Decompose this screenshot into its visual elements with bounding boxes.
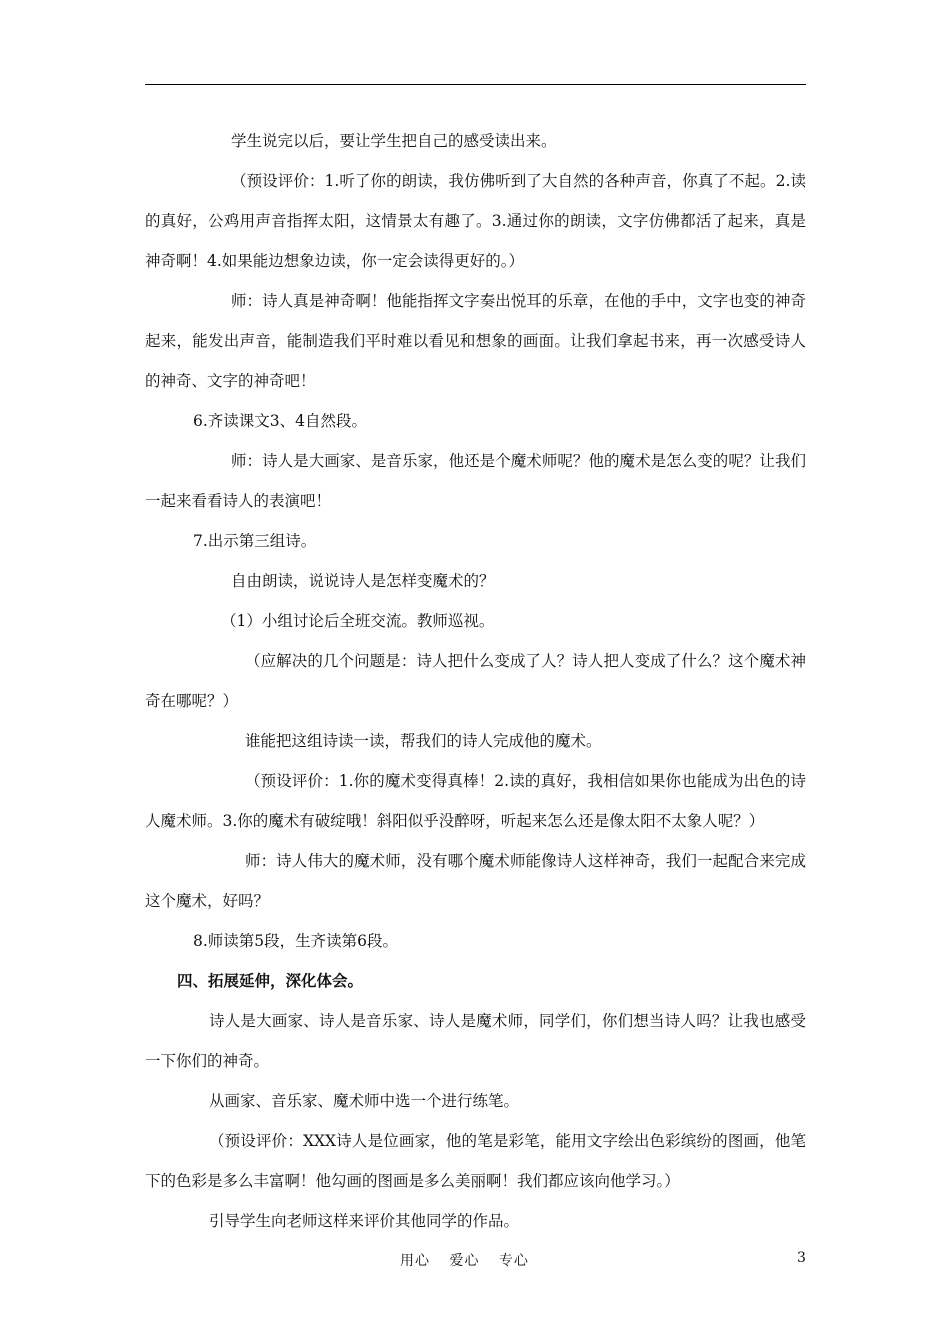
paragraph: （1）小组讨论后全班交流。教师巡视。 bbox=[221, 612, 495, 630]
paragraph: （预设评价：XXX诗人是位画家，他的笔是彩笔，能用文字绘出色彩缤纷的图画，他笔下的色彩是多么丰富啊！他勾画的图画是多么美丽啊！我们都应该向他学习。） bbox=[145, 1132, 806, 1190]
paragraph: 6.齐读课文3、4自然段。 bbox=[193, 412, 368, 430]
header-rule bbox=[145, 84, 806, 85]
paragraph: 诗人是大画家、诗人是音乐家、诗人是魔术师，同学们，你们想当诗人吗？让我也感受一下你们的神奇。 bbox=[145, 1012, 806, 1070]
paragraph: 自由朗读，说说诗人是怎样变魔术的？ bbox=[231, 572, 495, 590]
paragraph: （预设评价：1.听了你的朗读，我仿佛听到了大自然的各种声音，你真了不起。2.读的真好，公鸡用声音指挥太阳，这情景太有趣了。3.通过你的朗读，文字仿佛都活了起来，真是神奇啊！4.如果能边想象边读，你一定会读得更好的。） bbox=[145, 172, 806, 270]
paragraph: 8.师读第5段，生齐读第6段。 bbox=[193, 932, 399, 950]
paragraph: （应解决的几个问题是：诗人把什么变成了人？诗人把人变成了什么？这个魔术神奇在哪呢？） bbox=[145, 652, 806, 710]
footer-motto: 用心 爱心 专心 bbox=[400, 1253, 529, 1269]
paragraph: 学生说完以后，要让学生把自己的感受读出来。 bbox=[231, 132, 557, 150]
document-body bbox=[145, 121, 806, 1241]
page-footer bbox=[0, 1250, 950, 1270]
paragraph: 谁能把这组诗读一读，帮我们的诗人完成他的魔术。 bbox=[245, 732, 602, 750]
page-number: 3 bbox=[797, 1250, 806, 1266]
section-heading: 四、拓展延伸，深化体会。 bbox=[177, 971, 364, 990]
paragraph: 从画家、音乐家、魔术师中选一个进行练笔。 bbox=[209, 1092, 520, 1110]
paragraph: 师：诗人真是神奇啊！他能指挥文字奏出悦耳的乐章，在他的手中，文字也变的神奇起来，能发出声音，能制造我们平时难以看见和想象的画面。让我们拿起书来，再一次感受诗人的神奇、文字的神奇吧！ bbox=[145, 292, 806, 390]
paragraph: （预设评价：1.你的魔术变得真棒！2.读的真好，我相信如果你也能成为出色的诗人魔术师。3.你的魔术有破绽哦！斜阳似乎没醉呀，听起来怎么还是像太阳不太象人呢？） bbox=[145, 772, 806, 830]
paragraph: 师：诗人伟大的魔术师，没有哪个魔术师能像诗人这样神奇，我们一起配合来完成这个魔术，好吗？ bbox=[145, 852, 806, 910]
paragraph: 师：诗人是大画家、是音乐家，他还是个魔术师呢？他的魔术是怎么变的呢？让我们一起来看看诗人的表演吧！ bbox=[145, 452, 806, 510]
paragraph: 引导学生向老师这样来评价其他同学的作品。 bbox=[209, 1212, 520, 1230]
paragraph: 7.出示第三组诗。 bbox=[193, 532, 317, 550]
